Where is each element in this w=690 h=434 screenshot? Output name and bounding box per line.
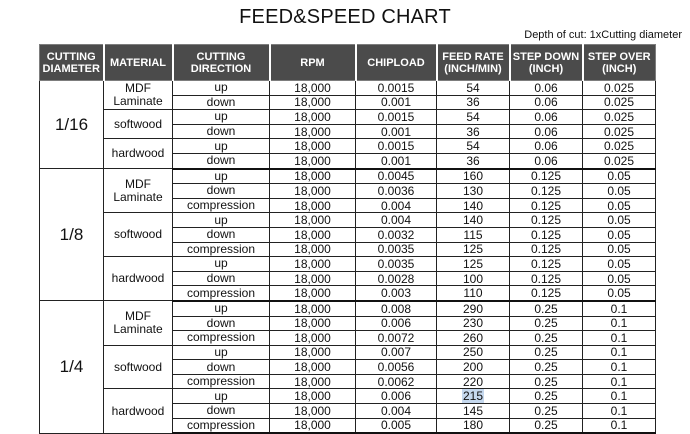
step-down-cell: 0.06 xyxy=(510,153,583,168)
feed-rate-cell: 145 xyxy=(437,404,510,419)
direction-cell: down xyxy=(173,95,270,110)
rpm-cell: 18,000 xyxy=(270,374,356,389)
table-row xyxy=(40,213,656,228)
rpm-cell: 18,000 xyxy=(270,404,356,419)
step-over-cell: 0.1 xyxy=(583,301,656,316)
chipload-cell: 0.008 xyxy=(356,301,437,316)
feed-rate-cell: 180 xyxy=(437,418,510,433)
direction-cell: up xyxy=(173,139,270,154)
chipload-cell: 0.007 xyxy=(356,345,437,360)
chipload-cell: 0.0015 xyxy=(356,110,437,125)
feed-rate-cell: 110 xyxy=(437,286,510,301)
step-over-cell: 0.05 xyxy=(583,227,656,242)
step-over-cell: 0.1 xyxy=(583,360,656,375)
header-cutting-direction: CUTTING DIRECTION xyxy=(173,45,270,81)
chipload-cell: 0.004 xyxy=(356,198,437,213)
table-row xyxy=(40,257,656,272)
step-down-cell: 0.25 xyxy=(510,360,583,375)
rpm-cell: 18,000 xyxy=(270,198,356,213)
chipload-cell: 0.004 xyxy=(356,213,437,228)
chipload-cell: 0.005 xyxy=(356,418,437,433)
step-down-cell: 0.06 xyxy=(510,81,583,96)
step-over-cell: 0.025 xyxy=(583,110,656,125)
table-row xyxy=(40,169,656,184)
rpm-cell: 18,000 xyxy=(270,242,356,257)
rpm-cell: 18,000 xyxy=(270,184,356,199)
direction-cell: up xyxy=(173,110,270,125)
header-cutting-diameter: CUTTING DIAMETER xyxy=(40,45,104,81)
step-down-cell: 0.25 xyxy=(510,345,583,360)
rpm-cell: 18,000 xyxy=(270,257,356,272)
direction-cell: down xyxy=(173,271,270,286)
chipload-cell: 0.0015 xyxy=(356,81,437,96)
direction-cell: compression xyxy=(173,286,270,301)
material-cell: MDF Laminate xyxy=(104,301,173,345)
feed-rate-cell: 200 xyxy=(437,360,510,375)
feed-speed-table xyxy=(39,44,656,434)
material-cell: hardwood xyxy=(104,139,173,169)
feed-rate-cell: 140 xyxy=(437,213,510,228)
step-down-cell: 0.125 xyxy=(510,271,583,286)
step-down-cell: 0.125 xyxy=(510,242,583,257)
material-cell: hardwood xyxy=(104,389,173,433)
direction-cell: down xyxy=(173,227,270,242)
step-over-cell: 0.025 xyxy=(583,95,656,110)
chipload-cell: 0.001 xyxy=(356,153,437,168)
feed-rate-cell: 115 xyxy=(437,227,510,242)
rpm-cell: 18,000 xyxy=(270,316,356,331)
chipload-cell: 0.003 xyxy=(356,286,437,301)
feed-rate-cell: 54 xyxy=(437,139,510,154)
step-over-cell: 0.05 xyxy=(583,242,656,257)
direction-cell: up xyxy=(173,257,270,272)
feed-rate-cell: 140 xyxy=(437,198,510,213)
chipload-cell: 0.006 xyxy=(356,389,437,404)
rpm-cell: 18,000 xyxy=(270,213,356,228)
selected-text[interactable]: 215 xyxy=(462,389,484,404)
chipload-cell: 0.0035 xyxy=(356,242,437,257)
rpm-cell: 18,000 xyxy=(270,227,356,242)
direction-cell: compression xyxy=(173,198,270,213)
step-over-cell: 0.1 xyxy=(583,404,656,419)
direction-cell: compression xyxy=(173,242,270,257)
step-over-cell: 0.1 xyxy=(583,331,656,346)
chipload-cell: 0.0036 xyxy=(356,184,437,199)
direction-cell: up xyxy=(173,169,270,184)
step-over-cell: 0.05 xyxy=(583,169,656,184)
step-down-cell: 0.25 xyxy=(510,418,583,433)
rpm-cell: 18,000 xyxy=(270,360,356,375)
feed-rate-cell: 36 xyxy=(437,124,510,139)
chipload-cell: 0.0028 xyxy=(356,271,437,286)
chipload-cell: 0.0072 xyxy=(356,331,437,346)
direction-cell: up xyxy=(173,213,270,228)
step-over-cell: 0.025 xyxy=(583,124,656,139)
feed-rate-cell: 130 xyxy=(437,184,510,199)
chipload-cell: 0.0056 xyxy=(356,360,437,375)
table-row xyxy=(40,345,656,360)
feed-rate-cell: 36 xyxy=(437,153,510,168)
feed-rate-cell: 290 xyxy=(437,301,510,316)
table-row xyxy=(40,139,656,154)
feed-rate-cell: 160 xyxy=(437,169,510,184)
direction-cell: compression xyxy=(173,331,270,346)
feed-rate-cell: 36 xyxy=(437,95,510,110)
header-rpm: RPM xyxy=(270,45,356,81)
direction-cell: down xyxy=(173,153,270,168)
table-row xyxy=(40,301,656,316)
chipload-cell: 0.0035 xyxy=(356,257,437,272)
depth-of-cut-note: Depth of cut: 1xCutting diameter xyxy=(524,29,682,41)
rpm-cell: 18,000 xyxy=(270,95,356,110)
rpm-cell: 18,000 xyxy=(270,139,356,154)
step-over-cell: 0.025 xyxy=(583,153,656,168)
material-cell: softwood xyxy=(104,345,173,389)
step-over-cell: 0.025 xyxy=(583,81,656,96)
step-over-cell: 0.05 xyxy=(583,198,656,213)
rpm-cell: 18,000 xyxy=(270,271,356,286)
rpm-cell: 18,000 xyxy=(270,301,356,316)
material-cell: softwood xyxy=(104,110,173,139)
feed-rate-cell: 100 xyxy=(437,271,510,286)
step-over-cell: 0.1 xyxy=(583,374,656,389)
step-over-cell: 0.1 xyxy=(583,345,656,360)
header-material: MATERIAL xyxy=(104,45,173,81)
cutting-diameter-cell: 1/4 xyxy=(40,301,104,433)
feed-rate-cell: 125 xyxy=(437,242,510,257)
step-down-cell: 0.06 xyxy=(510,110,583,125)
chipload-cell: 0.004 xyxy=(356,404,437,419)
cutting-diameter-cell: 1/8 xyxy=(40,169,104,301)
direction-cell: up xyxy=(173,389,270,404)
rpm-cell: 18,000 xyxy=(270,331,356,346)
feed-rate-cell: 54 xyxy=(437,110,510,125)
step-down-cell: 0.25 xyxy=(510,374,583,389)
material-cell: softwood xyxy=(104,213,173,257)
material-cell: hardwood xyxy=(104,257,173,301)
chart-title: FEED&SPEED CHART xyxy=(239,6,451,28)
header-row xyxy=(40,45,656,81)
material-cell: MDF Laminate xyxy=(104,81,173,110)
rpm-cell: 18,000 xyxy=(270,124,356,139)
rpm-cell: 18,000 xyxy=(270,418,356,433)
header-feed-rate: FEED RATE (INCH/MIN) xyxy=(437,45,510,81)
rpm-cell: 18,000 xyxy=(270,81,356,96)
step-over-cell: 0.1 xyxy=(583,418,656,433)
step-down-cell: 0.06 xyxy=(510,95,583,110)
step-down-cell: 0.25 xyxy=(510,404,583,419)
direction-cell: down xyxy=(173,124,270,139)
step-down-cell: 0.25 xyxy=(510,316,583,331)
feed-rate-cell: 250 xyxy=(437,345,510,360)
feed-rate-cell: 125 xyxy=(437,257,510,272)
header-step-over: STEP OVER (INCH) xyxy=(583,45,656,81)
step-down-cell: 0.125 xyxy=(510,169,583,184)
step-down-cell: 0.125 xyxy=(510,213,583,228)
direction-cell: down xyxy=(173,316,270,331)
feed-rate-cell: 220 xyxy=(437,374,510,389)
step-down-cell: 0.125 xyxy=(510,286,583,301)
direction-cell: down xyxy=(173,360,270,375)
direction-cell: down xyxy=(173,184,270,199)
step-down-cell: 0.25 xyxy=(510,331,583,346)
table-row xyxy=(40,81,656,96)
table-row xyxy=(40,110,656,125)
direction-cell: compression xyxy=(173,374,270,389)
feed-rate-cell xyxy=(437,389,510,404)
direction-cell: up xyxy=(173,301,270,316)
rpm-cell: 18,000 xyxy=(270,286,356,301)
rpm-cell: 18,000 xyxy=(270,169,356,184)
step-down-cell: 0.125 xyxy=(510,257,583,272)
rpm-cell: 18,000 xyxy=(270,110,356,125)
step-over-cell: 0.1 xyxy=(583,316,656,331)
step-down-cell: 0.125 xyxy=(510,198,583,213)
direction-cell: up xyxy=(173,345,270,360)
step-over-cell: 0.05 xyxy=(583,213,656,228)
material-cell: MDF Laminate xyxy=(104,169,173,213)
step-down-cell: 0.125 xyxy=(510,184,583,199)
header-chipload: CHIPLOAD xyxy=(356,45,437,81)
chipload-cell: 0.0045 xyxy=(356,169,437,184)
step-down-cell: 0.06 xyxy=(510,139,583,154)
direction-cell: compression xyxy=(173,418,270,433)
step-down-cell: 0.125 xyxy=(510,227,583,242)
step-over-cell: 0.1 xyxy=(583,389,656,404)
step-down-cell: 0.06 xyxy=(510,124,583,139)
step-over-cell: 0.05 xyxy=(583,257,656,272)
direction-cell: up xyxy=(173,81,270,96)
step-over-cell: 0.025 xyxy=(583,139,656,154)
rpm-cell: 18,000 xyxy=(270,389,356,404)
step-down-cell: 0.25 xyxy=(510,389,583,404)
chipload-cell: 0.006 xyxy=(356,316,437,331)
rpm-cell: 18,000 xyxy=(270,153,356,168)
step-over-cell: 0.05 xyxy=(583,286,656,301)
chipload-cell: 0.0015 xyxy=(356,139,437,154)
chipload-cell: 0.0062 xyxy=(356,374,437,389)
rpm-cell: 18,000 xyxy=(270,345,356,360)
feed-rate-cell: 54 xyxy=(437,81,510,96)
chipload-cell: 0.001 xyxy=(356,124,437,139)
header-step-down: STEP DOWN (INCH) xyxy=(510,45,583,81)
feed-rate-cell: 260 xyxy=(437,331,510,346)
step-over-cell: 0.05 xyxy=(583,271,656,286)
table-row xyxy=(40,389,656,404)
chipload-cell: 0.0032 xyxy=(356,227,437,242)
cutting-diameter-cell: 1/16 xyxy=(40,81,104,169)
step-down-cell: 0.25 xyxy=(510,301,583,316)
chipload-cell: 0.001 xyxy=(356,95,437,110)
feed-rate-cell: 230 xyxy=(437,316,510,331)
step-over-cell: 0.05 xyxy=(583,184,656,199)
direction-cell: down xyxy=(173,404,270,419)
